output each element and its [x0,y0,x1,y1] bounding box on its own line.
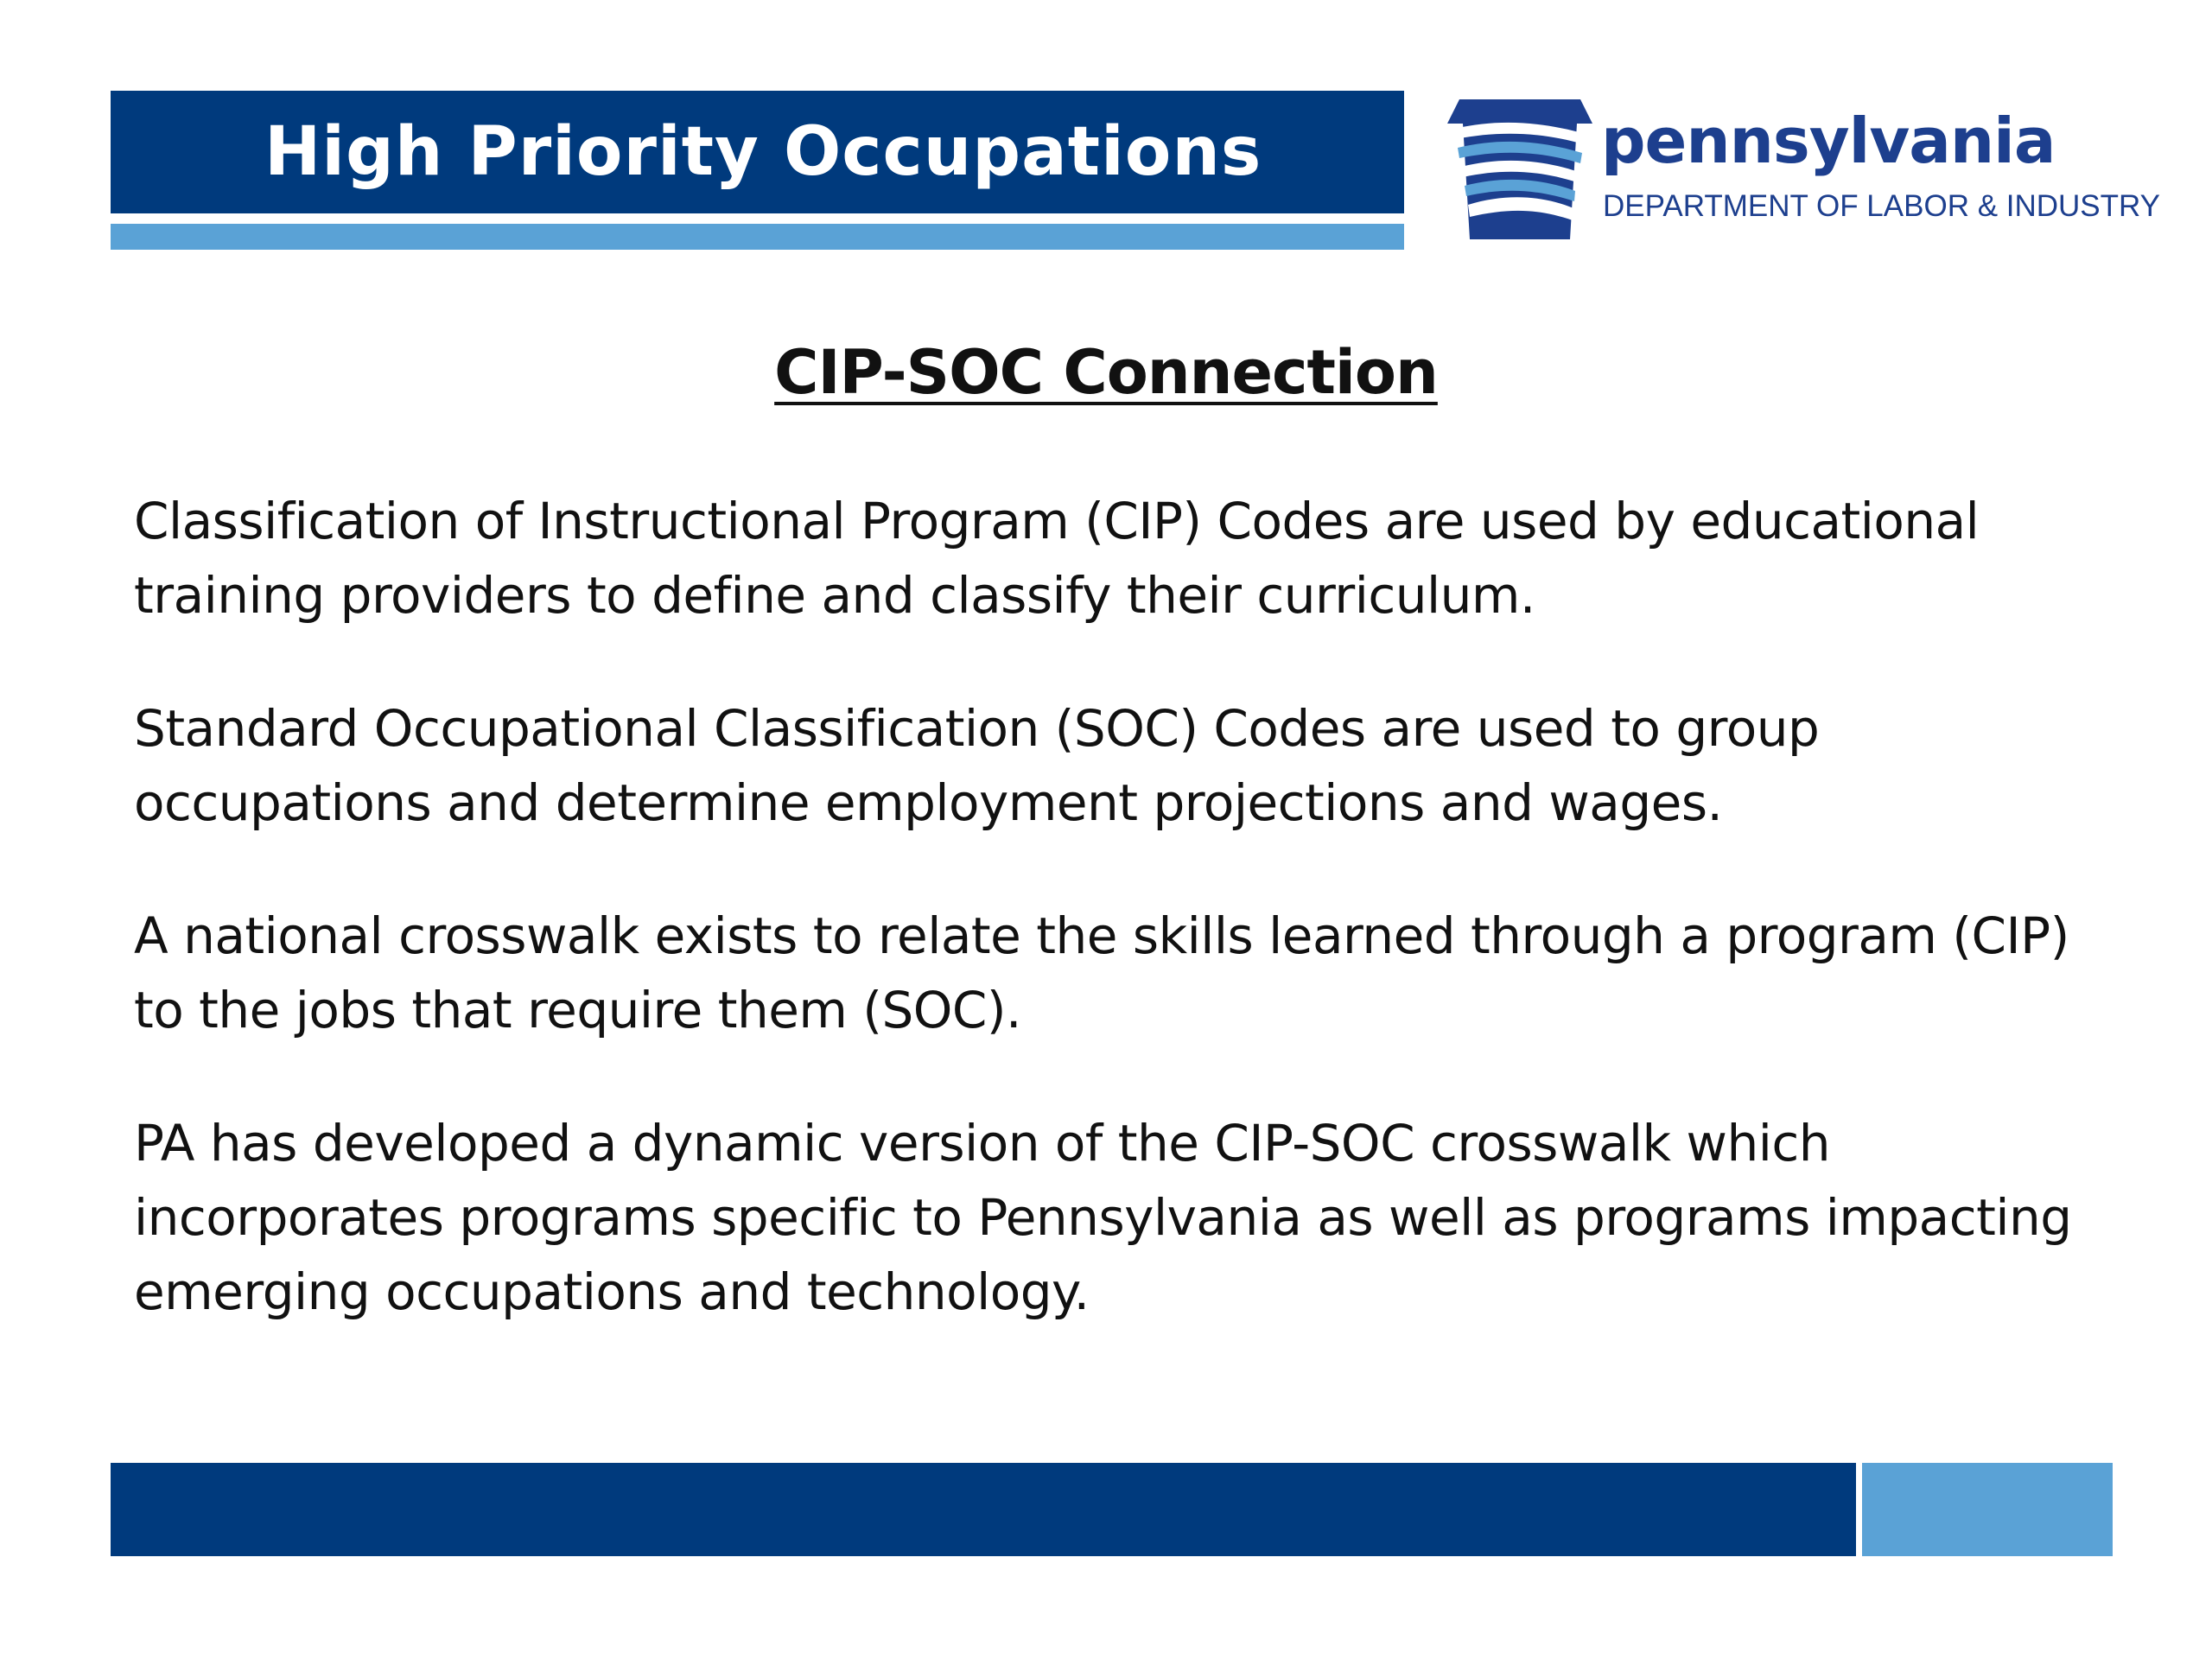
logo-department: DEPARTMENT OF LABOR & INDUSTRY [1603,189,2161,223]
paragraph-soc: Standard Occupational Classification (SOC) Codes are used to group occupations and determine employment projections and wages. [134,699,1820,832]
footer-accent [1862,1463,2113,1556]
header-stripe [111,224,1404,250]
footer-bar [111,1463,1856,1556]
header-title: High Priority Occupations [264,113,1262,191]
logo-name: pennsylvania [1601,105,2056,177]
slide-heading-text: CIP-SOC Connection [774,337,1438,408]
paragraph-pa-crosswalk: PA has developed a dynamic version of the CIP-SOC crosswalk which incorporates programs specific to Pennsylvania as well as programs impacting emerging occupations and technology. [134,1114,2072,1321]
slide-heading [0,337,2212,408]
pa-labor-logo [1447,99,2161,246]
keystone-icon [1447,99,1592,239]
paragraph-crosswalk: A national crosswalk exists to relate the skills learned through a program (CIP) to the jobs that require them (SOC). [134,906,2069,1039]
header-banner [111,91,1404,213]
paragraph-cip: Classification of Instructional Program (CIP) Codes are used by educational training providers to define and classify their curriculum. [134,492,1980,625]
